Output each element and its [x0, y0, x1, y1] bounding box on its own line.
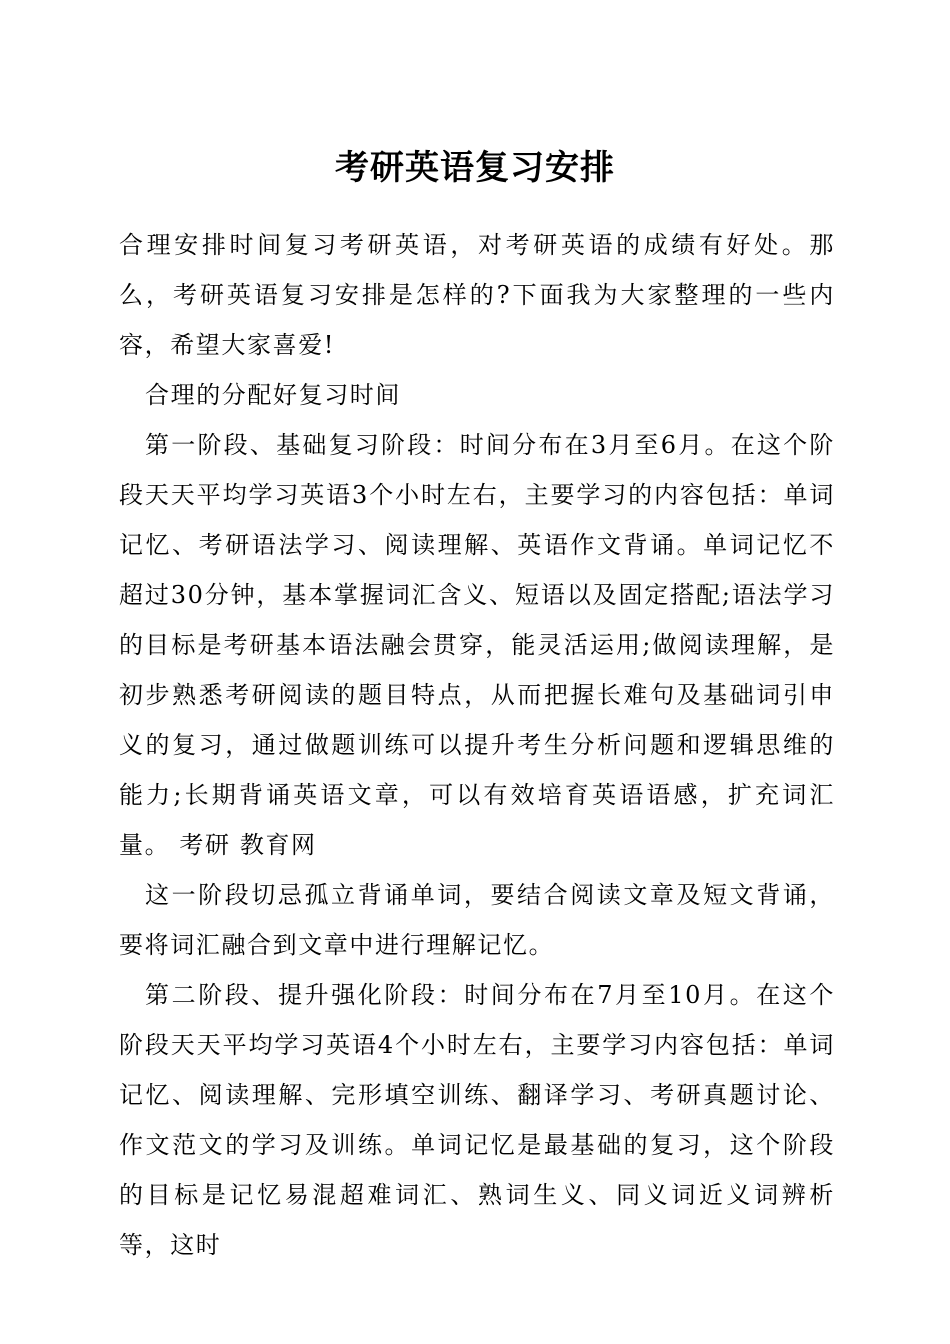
stage-one-paragraph: 第一阶段、基础复习阶段：时间分布在3月至6月。在这个阶段天天平均学习英语3个小时左右，主要学习的内容包括：单词记忆、考研语法学习、阅读理解、英语作文背诵。单词记忆不超过30分钟，基本掌握词汇含义、短语以及固定搭配;语法学习的目标是考研基本语法融会贯穿，能灵活运用;做阅读理解，是初步熟悉考研阅读的题目特点，从而把握长难句及基础词引申义的复习，通过做题训练可以提升考生分析问题和逻辑思维的能力;长期背诵英语文章，可以有效培育英语语感，扩充词汇量。 考研 教育网 — [119, 431, 835, 859]
intro-paragraph: 合理安排时间复习考研英语，对考研英语的成绩有好处。那么，考研英语复习安排是怎样的?下面我为大家整理的一些内容，希望大家喜爱! — [119, 231, 835, 359]
document-title: 考研英语复习安排 — [335, 148, 615, 188]
section-heading: 合理的分配好复习时间 — [145, 381, 401, 409]
document-body — [119, 220, 835, 1270]
stage-two-paragraph: 第二阶段、提升强化阶段：时间分布在7月至10月。在这个阶段天天平均学习英语4个小时左右，主要学习内容包括：单词记忆、阅读理解、完形填空训练、翻译学习、考研真题讨论、作文范文的学习及训练。单词记忆是最基础的复习，这个阶段的目标是记忆易混超难词汇、熟词生义、同义词近义词辨析等，这时 — [119, 981, 835, 1259]
stage-one-note-paragraph: 这一阶段切忌孤立背诵单词，要结合阅读文章及短文背诵，要将词汇融合到文章中进行理解记忆。 — [119, 881, 835, 959]
